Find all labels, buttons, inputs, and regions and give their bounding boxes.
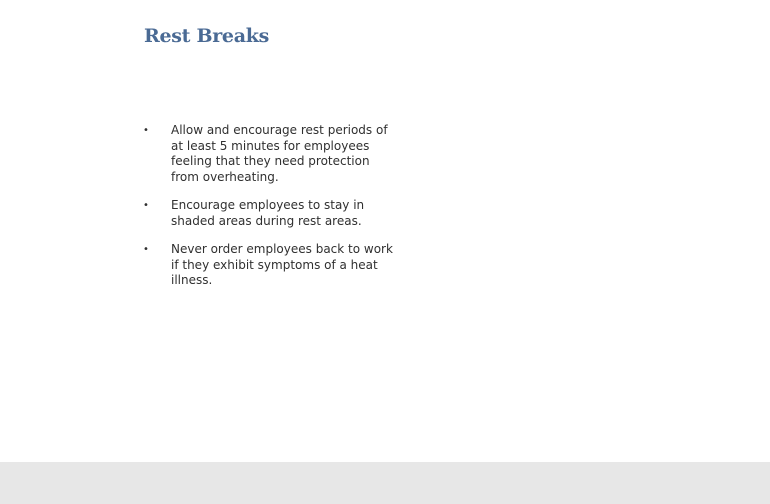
bullet-item bbox=[143, 242, 403, 289]
bullet-text: Allow and encourage rest periods of at least 5 minutes for employees feeling that they need protection from overheating. bbox=[171, 123, 388, 184]
bullet-icon: • bbox=[143, 244, 149, 255]
slide-title: Rest Breaks bbox=[144, 25, 269, 47]
bullet-text: Never order employees back to work if they exhibit symptoms of a heat illness. bbox=[171, 242, 393, 287]
footer-bar bbox=[0, 462, 770, 504]
bullet-text: Encourage employees to stay in shaded areas during rest areas. bbox=[171, 198, 365, 228]
bullet-icon: • bbox=[143, 200, 149, 211]
bullet-item bbox=[143, 123, 403, 185]
bullet-item bbox=[143, 198, 403, 229]
bullet-icon: • bbox=[143, 125, 149, 136]
bullet-list bbox=[143, 123, 403, 302]
